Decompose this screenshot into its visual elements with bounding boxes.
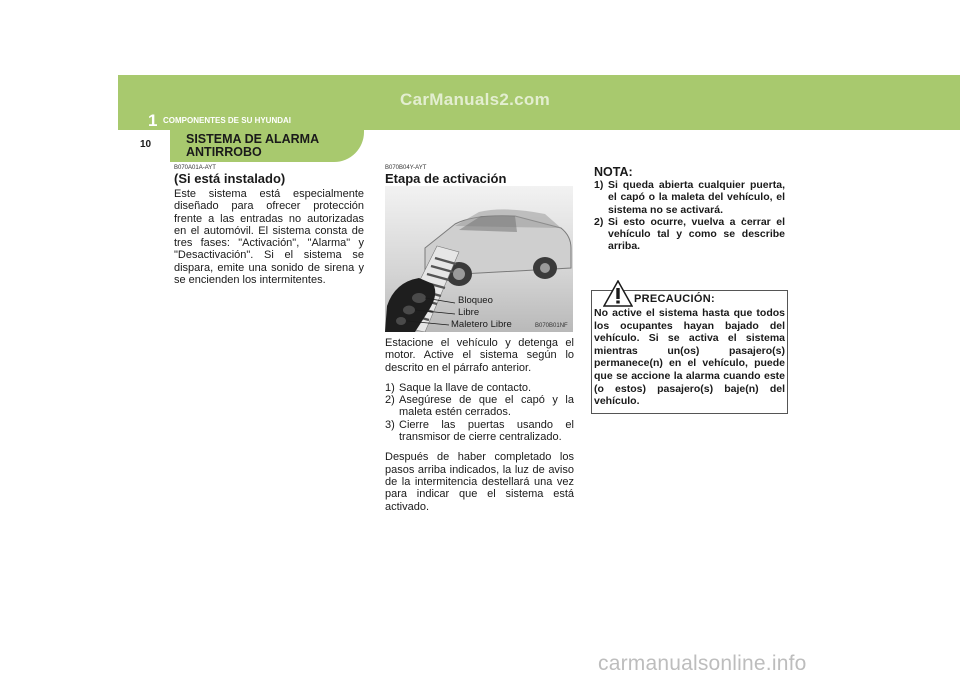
label-lock: Bloqueo [458, 295, 493, 306]
intro-paragraph: Estacione el vehículo y detenga el motor. Active el sistema según lo descrito en el párrafo anterior. [385, 337, 574, 374]
tab-title: SISTEMA DE ALARMA ANTIRROBO [186, 132, 319, 159]
section-number: 1 [148, 111, 158, 130]
list-item [594, 216, 785, 253]
steps-list [385, 382, 574, 443]
note-list [594, 179, 785, 253]
step-text: Asegúrese de que el capó y la maleta estén cerrados. [399, 394, 574, 419]
figure-code: B070B01NF [535, 323, 568, 329]
closing-paragraph: Después de haber completado los pasos arriba indicados, la luz de aviso de la intermitencia destellará una vez para indicar que el sistema está activado. [385, 451, 574, 513]
page-number: 10 [140, 139, 152, 150]
article-heading: (Si está instalado) [174, 171, 286, 186]
note-title: NOTA: [594, 165, 633, 179]
note-number: 1) [594, 179, 604, 191]
warning-icon [603, 280, 633, 307]
list-item [385, 394, 574, 419]
header-watermark: CarManuals2.com [400, 90, 550, 109]
list-item [594, 179, 785, 216]
column-note [594, 165, 785, 253]
column-intro [174, 165, 364, 286]
step-text: Cierre las puertas usando el transmisor de cierre centralizado. [399, 418, 574, 444]
car-key-illustration [385, 186, 573, 332]
label-unlock: Libre [458, 307, 480, 318]
article-code: B070B04Y-AYT [385, 165, 427, 171]
note-text: Si esto ocurre, vuelva a cerrar el vehículo tal y como se describe arriba. [608, 215, 785, 253]
article-body: Este sistema está especialmente diseñado para ofrecer protección frente a las entradas no autorizadas en el automóvil. El sistema consta de tres fases: "Activación", "Alarma" y "Desactivación". Si el sistema se dispara, emite una sonido de sirena y se encienden los intermitentes. [174, 188, 364, 287]
caution-text: No active el sistema hasta que todos los ocupantes hayan bajado del vehículo. Si se activa el sistema mientras un(os) pasajero(s) permanece(n) en el vehículo, puede que se accione la alarma cuando este (o estos) pasajero(s) baje(n) del vehículo. [594, 307, 785, 408]
list-item [385, 419, 574, 444]
step-number: 2) [385, 394, 395, 407]
note-text: Si queda abierta cualquier puerta, el capó o la maleta del vehículo, el sistema no se activará. [608, 179, 785, 216]
footer-watermark: carmanualsonline.info [598, 652, 807, 675]
activation-steps [385, 337, 574, 513]
note-number: 2) [594, 215, 604, 228]
article-code: B070A01A-AYT [174, 165, 216, 171]
label-trunk-release: Maletero Libre [451, 319, 512, 330]
caution-title: PRECAUCIÓN: [634, 293, 715, 305]
section-title: COMPONENTES DE SU HYUNDAI [163, 116, 292, 125]
column-activation [385, 165, 574, 188]
step-number: 3) [385, 418, 395, 431]
step-number: 1) [385, 381, 395, 394]
list-item [385, 382, 574, 394]
article-heading: Etapa de activación [385, 171, 507, 186]
step-text: Saque la llave de contacto. [399, 381, 532, 394]
